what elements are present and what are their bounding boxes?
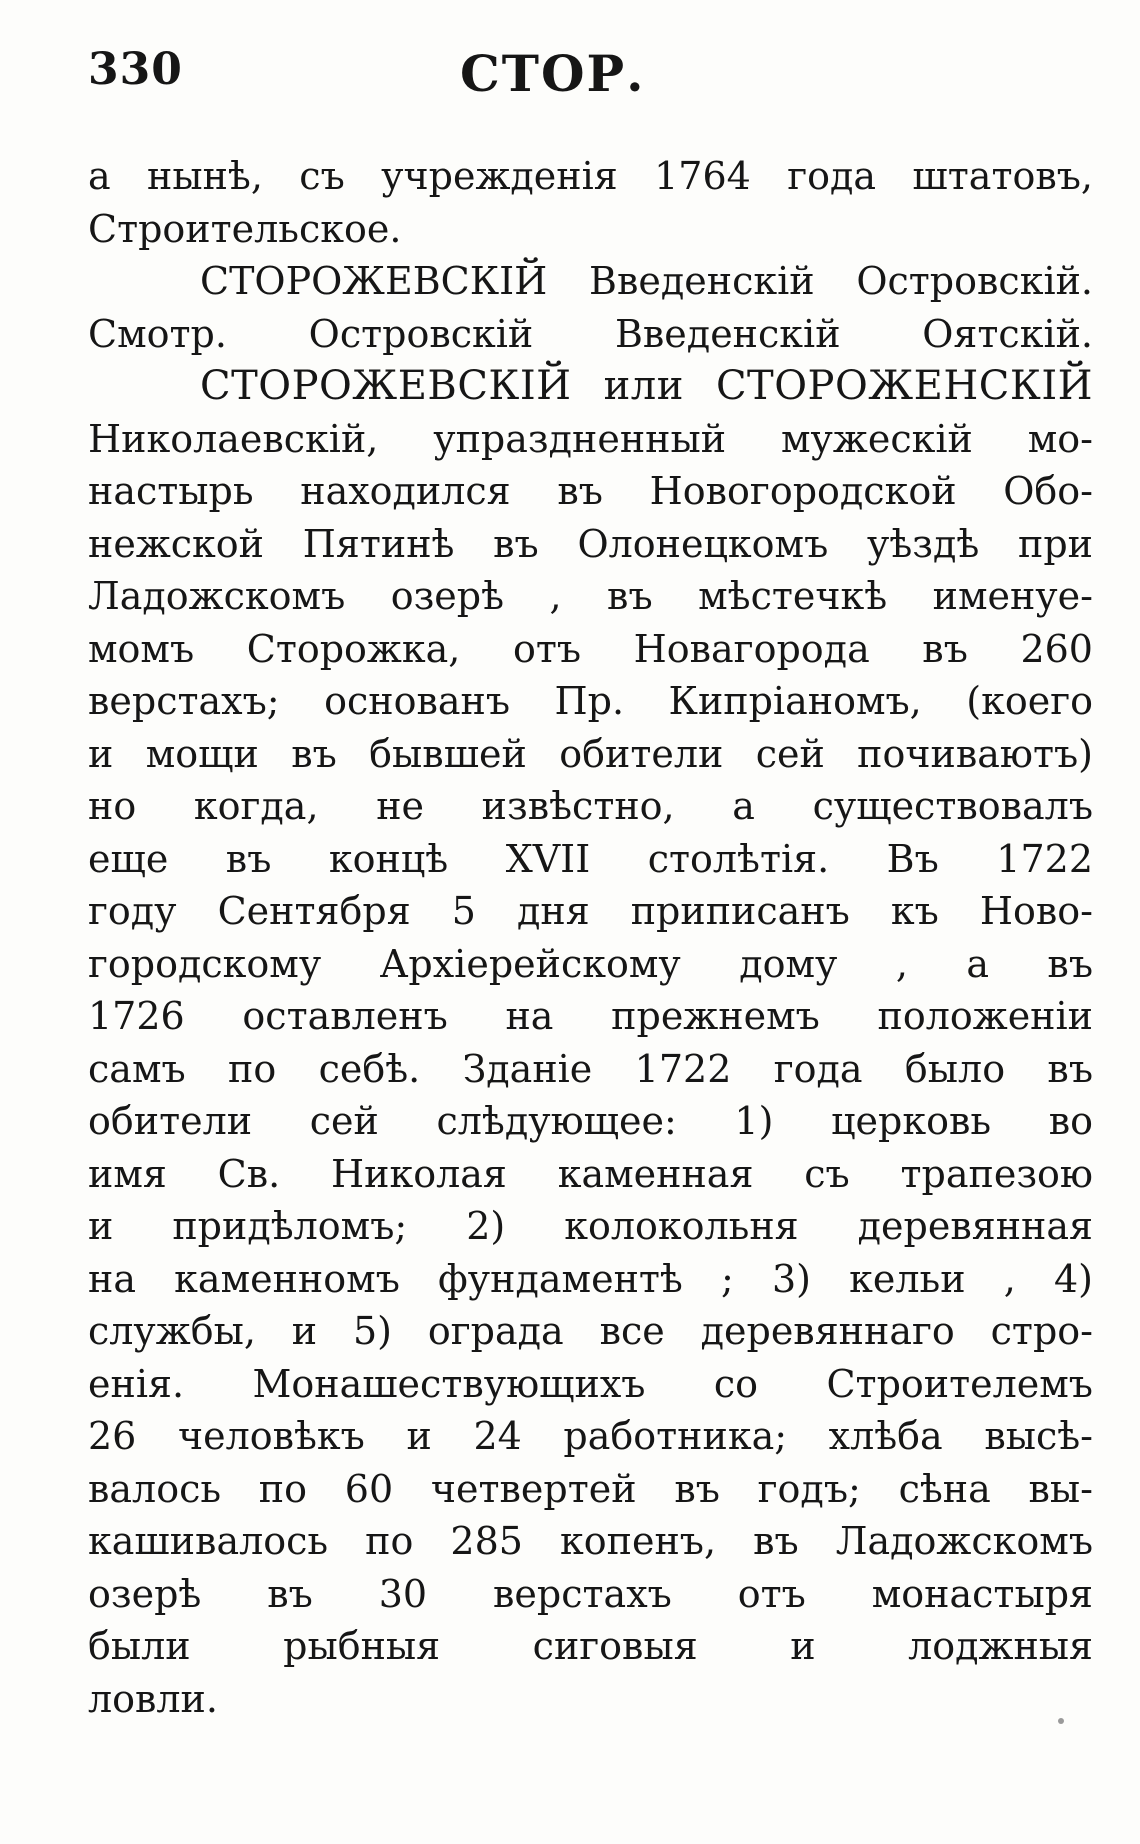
running-head: СТОР. bbox=[460, 44, 646, 103]
page-header bbox=[0, 44, 1140, 114]
text-line: имя Св. Николая каменная съ трапезою bbox=[88, 1151, 1093, 1196]
text-line: обители сей слѣдующее: 1) церковь во bbox=[88, 1099, 1093, 1143]
text-line: 26 человѣкъ и 24 работника; хлѣба высѣ- bbox=[88, 1414, 1093, 1458]
ink-speck bbox=[1058, 1718, 1064, 1724]
text-line: енія. Монашествующихъ со Строителемъ bbox=[88, 1361, 1093, 1406]
text-line: верстахъ; основанъ Пр. Кипріаномъ, (коего bbox=[88, 679, 1093, 723]
text-line: и мощи въ бывшей обители сей почиваютъ) bbox=[88, 731, 1093, 776]
text-line: на каменномъ фундаментѣ ; 3) кельи , 4) bbox=[88, 1256, 1093, 1301]
text-line: настырь находился въ Новогородской Обо- bbox=[88, 469, 1093, 513]
text-line: ловли. bbox=[88, 1676, 218, 1721]
text-line: нежской Пятинѣ въ Олонецкомъ уѣздѣ при bbox=[88, 521, 1093, 566]
entry-heading-line: СТОРОЖЕВСКІЙ или СТОРОЖЕНСКІЙ bbox=[200, 363, 1093, 409]
text-line: были рыбныя сиговыя и лоджныя bbox=[88, 1624, 1093, 1668]
text-line: Строительское. bbox=[88, 206, 402, 251]
page-number: 330 bbox=[88, 44, 183, 95]
text-line: озерѣ въ 30 верстахъ отъ монастыря bbox=[88, 1571, 1093, 1616]
text-line: еще въ концѣ XVII столѣтія. Въ 1722 bbox=[88, 836, 1093, 881]
article-text bbox=[88, 150, 1093, 1725]
text-line: службы, и 5) ограда все деревяннаго стро- bbox=[88, 1309, 1093, 1353]
text-line: году Сентября 5 дня приписанъ къ Ново- bbox=[88, 889, 1093, 933]
text-line: валось по 60 четвертей въ годъ; сѣна вы- bbox=[88, 1466, 1093, 1511]
entry-heading-line: СТОРОЖЕВСКІЙ Введенскій Островскій. bbox=[200, 259, 1093, 303]
text-line: Николаевскій, упраздненный мужескій мо- bbox=[88, 416, 1093, 461]
text-line: момъ Сторожка, отъ Новагорода въ 260 bbox=[88, 626, 1093, 671]
text-line: но когда, не извѣстно, а существовалъ bbox=[88, 784, 1093, 828]
text-line: и придѣломъ; 2) колокольня деревянная bbox=[88, 1204, 1093, 1248]
text-line: самъ по себѣ. Зданіе 1722 года было въ bbox=[88, 1046, 1093, 1091]
text-line: Ладожскомъ озерѣ , въ мѣстечкѣ именуе- bbox=[88, 574, 1093, 618]
text-line: городскому Архіерейскому дому , а въ bbox=[88, 941, 1093, 986]
text-line: 1726 оставленъ на прежнемъ положеніи bbox=[88, 994, 1093, 1038]
text-line: кашивалось по 285 копенъ, въ Ладожскомъ bbox=[88, 1519, 1093, 1563]
cross-reference-line: Смотр. Островскій Введенскій Оятскій. bbox=[88, 311, 1093, 356]
text-line: а нынѣ, съ учрежденія 1764 года штатовъ, bbox=[88, 154, 1093, 198]
